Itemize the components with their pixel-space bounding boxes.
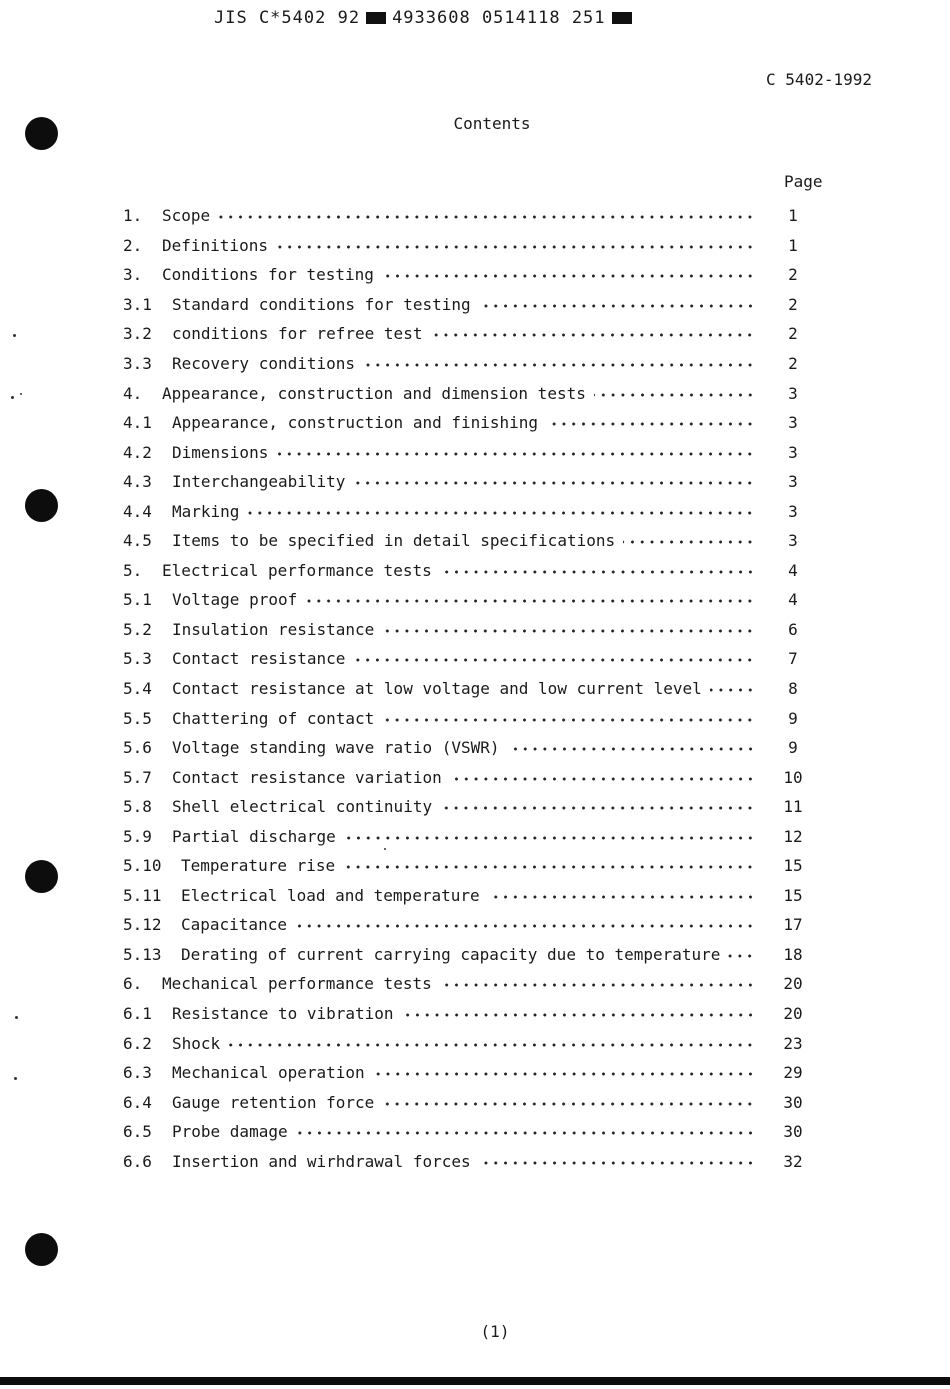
toc-entry [123,290,823,320]
toc-entry-title: Capacitance [181,915,287,935]
toc-dot-leader [382,620,755,634]
toc-dot-leader [508,738,755,752]
toc-entry-title: Marking [172,501,240,521]
toc-entry-number: 2. [123,235,143,255]
toc-entry [123,1147,823,1177]
toc-entry-body [172,649,779,668]
toc-dot-leader [710,679,755,693]
toc-dot-leader [295,915,755,929]
toc-entry-page: 3 [788,472,798,492]
toc-dot-leader [363,354,755,368]
toc-entry-page: 3 [788,501,798,521]
toc-dot-leader [440,797,755,811]
toc-entry [123,437,823,467]
toc-entry-page: 2 [788,354,798,373]
toc-entry-number: 5.4 [123,679,152,699]
toc-entry-body [172,295,779,314]
toc-entry-page: 6 [788,619,798,639]
toc-dot-leader [450,768,755,782]
toc-entry-number: 6. [123,974,143,994]
toc-entry-title: Derating of current carrying capacity due to temperature [181,944,721,964]
toc-entry-body [162,974,779,993]
scan-speck [384,848,386,850]
toc-entry-title: Temperature rise [181,856,336,876]
toc-entry-body [172,413,779,432]
toc-entry [123,615,823,645]
toc-entry-body [172,590,779,609]
toc-dot-leader [343,856,755,870]
toc-entry-title: Probe damage [172,1122,288,1142]
toc-entry-page: 4 [788,590,798,610]
toc-entry-body [172,472,779,491]
toc-entry-number: 1. [123,206,143,226]
toc-entry-number: 6.3 [123,1063,152,1083]
toc-entry-number: 6.1 [123,1004,152,1024]
toc-entry-number: 5.9 [123,826,152,846]
toc-entry-number: 5.12 [123,915,162,935]
punch-hole-icon [25,117,58,150]
toc-entry-body [172,827,779,846]
toc-entry-page: 10 [783,767,803,787]
toc-entry-body [172,1122,779,1141]
toc-entry-body [181,945,779,964]
toc-entry [123,1028,823,1058]
toc-dot-leader [296,1122,755,1136]
toc-dot-leader [488,886,755,900]
toc-entry-number: 4.4 [123,501,152,521]
punch-hole-icon [25,860,58,893]
toc-entry [123,378,823,408]
toc-entry-body [172,1063,779,1082]
toc-entry-body [172,709,779,728]
toc-entry [123,260,823,290]
header-code-part2: 4933608 0514118 251 [392,8,606,28]
toc-entry-page: 8 [788,679,798,699]
toc-entry-title: Gauge retention force [172,1092,375,1112]
toc-entry-title: conditions for refree test [172,324,423,344]
toc-dot-leader [402,1004,755,1018]
toc-entry [123,792,823,822]
toc-dot-leader [276,443,755,457]
toc-entry-title: Conditions for testing [162,265,374,285]
toc-entry-body [172,1004,779,1023]
toc-dot-leader [728,945,755,959]
toc-entry-title: Appearance, construction and dimension tests [162,383,586,403]
toc-dot-leader [440,974,755,988]
toc-entry-page: 4 [788,560,798,580]
toc-entry-page: 1 [788,206,798,226]
toc-dot-leader [382,265,755,279]
toc-dot-leader [546,413,755,427]
toc-entry-body [172,1093,779,1112]
header-code-part1: JIS C*5402 92 [214,8,361,28]
toc-entry-number: 4.1 [123,413,152,433]
toc-entry [123,851,823,881]
toc-entry-page: 32 [783,1151,803,1171]
toc-dot-leader [344,827,755,841]
toc-entry-number: 6.2 [123,1033,152,1053]
toc-entry [123,526,823,556]
toc-entry-body [181,886,779,905]
toc-entry-page: 7 [788,649,798,669]
scan-speck [20,393,22,395]
toc-entry-body [172,1034,779,1053]
toc-entry [123,1058,823,1088]
toc-entry [123,408,823,438]
toc-entry [123,585,823,615]
document-number: C 5402-1992 [766,70,872,89]
toc-entry-page: 1 [788,235,798,255]
toc-entry-page: 2 [788,324,798,344]
scan-speck [11,396,14,399]
toc-entry-body [181,856,779,875]
toc-entry-number: 4.3 [123,472,152,492]
toc-dot-leader [353,472,755,486]
toc-entry-number: 3.1 [123,294,152,314]
toc-entry-page: 20 [783,974,803,994]
toc-entry [123,910,823,940]
toc-dot-leader [623,531,755,545]
toc-dot-leader [353,649,755,663]
toc-entry-page: 3 [788,531,798,551]
toc-entry-body [172,354,779,373]
toc-entry [123,821,823,851]
toc-entry-page: 18 [783,944,803,964]
scan-header-code [214,8,638,28]
toc-entry-body [172,443,779,462]
toc-entry [123,496,823,526]
toc-entry [123,733,823,763]
toc-dot-leader [373,1063,755,1077]
bottom-rule [0,1377,950,1385]
toc-entry-number: 5.10 [123,856,162,876]
toc-entry-body [162,206,779,225]
toc-dot-leader [440,561,755,575]
toc-entry-number: 5.7 [123,767,152,787]
toc-entry-title: Chattering of contact [172,708,375,728]
toc-entry-number: 6.6 [123,1151,152,1171]
toc-entry-number: 4. [123,383,143,403]
toc-entry-page: 3 [788,413,798,433]
toc-entry-number: 4.2 [123,442,152,462]
toc-dot-leader [276,236,755,250]
toc-entry-title: Voltage proof [172,590,298,610]
toc-entry-page: 12 [783,826,803,846]
toc-dot-leader [594,384,755,398]
toc-entry-page: 2 [788,265,798,285]
toc-entry [123,940,823,970]
toc-dot-leader [228,1034,755,1048]
toc-dot-leader [479,1152,755,1166]
block-mark [366,12,386,24]
toc-entry-number: 5.1 [123,590,152,610]
punch-hole-icon [25,489,58,522]
toc-entry-page: 23 [783,1033,803,1053]
toc-entry [123,674,823,704]
toc-entry-page: 29 [783,1063,803,1083]
toc-dot-leader [382,1093,755,1107]
toc-entry-title: Recovery conditions [172,354,356,373]
toc-entry [123,703,823,733]
toc-entry-body [172,679,779,698]
toc-entry-title: Electrical performance tests [162,560,432,580]
toc-entry-body [172,502,779,521]
toc-entry-page: 30 [783,1092,803,1112]
toc-entry [123,999,823,1029]
toc-entry-title: Insulation resistance [172,619,375,639]
scan-speck [13,334,16,337]
toc-entry [123,467,823,497]
toc-entry-title: Items to be specified in detail specifications [172,531,616,551]
toc-entry-title: Contact resistance [172,649,346,669]
toc-entry-title: Shock [172,1033,221,1053]
toc-dot-leader [218,206,755,220]
toc-entry-page: 15 [783,856,803,876]
toc-entry-page: 30 [783,1122,803,1142]
toc-entry [123,1087,823,1117]
toc-entry-number: 5.3 [123,649,152,669]
toc-entry-body [172,324,779,343]
toc-dot-leader [247,502,755,516]
toc-dot-leader [430,324,755,338]
toc-entry-page: 3 [788,383,798,403]
toc-dot-leader [305,590,755,604]
toc-entry-page: 15 [783,885,803,905]
toc-entry-title: Definitions [162,235,268,255]
toc-entry-title: Resistance to vibration [172,1004,394,1024]
toc-entry [123,231,823,261]
toc-entry-number: 3.2 [123,324,152,344]
toc-entry [123,969,823,999]
toc-entry [123,201,823,231]
block-mark [612,12,632,24]
toc-entry-body [172,797,779,816]
toc-entry-page: 9 [788,738,798,758]
toc-entry-title: Contact resistance at low voltage and low current level [172,679,702,699]
punch-hole-icon [25,1233,58,1266]
toc-entry-body [172,620,779,639]
toc-entry-body [172,531,779,550]
toc-entry-title: Voltage standing wave ratio (VSWR) [172,738,500,758]
toc-entry-title: Insertion and wirhdrawal forces [172,1151,471,1171]
toc-entry-title: Partial discharge [172,826,336,846]
toc-entry-number: 5. [123,560,143,580]
toc-entry [123,881,823,911]
toc-entry-page: 9 [788,708,798,728]
toc-entry-title: Electrical load and temperature [181,885,480,905]
toc-entry-body [162,236,779,255]
toc-entry-page: 17 [783,915,803,935]
toc-entry-title: Shell electrical continuity [172,797,433,817]
toc-entry-title: Dimensions [172,442,269,462]
toc-entry-number: 5.8 [123,797,152,817]
page-title: Contents [453,114,531,133]
toc-entry-body [181,915,779,934]
toc-entry-body [172,768,779,787]
toc-entry [123,644,823,674]
toc-entry-number: 6.5 [123,1122,152,1142]
toc-entry-body [172,1152,779,1171]
toc-entry-body [162,384,779,403]
table-of-contents [123,201,823,1176]
toc-entry-number: 5.13 [123,944,162,964]
scan-speck [15,1016,18,1019]
toc-entry-number: 4.5 [123,531,152,551]
toc-entry-body [172,738,779,757]
toc-entry-title: Mechanical performance tests [162,974,432,994]
toc-entry [123,1117,823,1147]
page-number: (1) [480,1322,510,1341]
toc-entry [123,556,823,586]
toc-entry-title: Scope [162,206,211,226]
toc-dot-leader [382,709,755,723]
toc-entry-page: 11 [783,797,803,817]
toc-dot-leader [479,295,755,309]
toc-entry-title: Standard conditions for testing [172,294,471,314]
toc-entry-page: 3 [788,442,798,462]
toc-entry-page: 20 [783,1004,803,1024]
toc-entry [123,349,823,379]
toc-entry-title: Contact resistance variation [172,767,442,787]
toc-entry-number: 5.11 [123,885,162,905]
toc-entry-page: 2 [788,294,798,314]
toc-entry-body [162,265,779,284]
toc-entry [123,319,823,349]
toc-entry-number: 5.6 [123,738,152,758]
page-column-label: Page [784,172,823,191]
toc-entry-number: 3.3 [123,354,152,373]
toc-entry-number: 5.2 [123,619,152,639]
toc-entry-number: 5.5 [123,708,152,728]
toc-entry-body [162,561,779,580]
toc-entry-number: 6.4 [123,1092,152,1112]
toc-entry-title: Appearance, construction and finishing [172,413,539,433]
toc-entry [123,762,823,792]
toc-entry-title: Mechanical operation [172,1063,365,1083]
toc-entry-title: Interchangeability [172,472,346,492]
scan-speck [14,1077,17,1080]
toc-entry-number: 3. [123,265,143,285]
